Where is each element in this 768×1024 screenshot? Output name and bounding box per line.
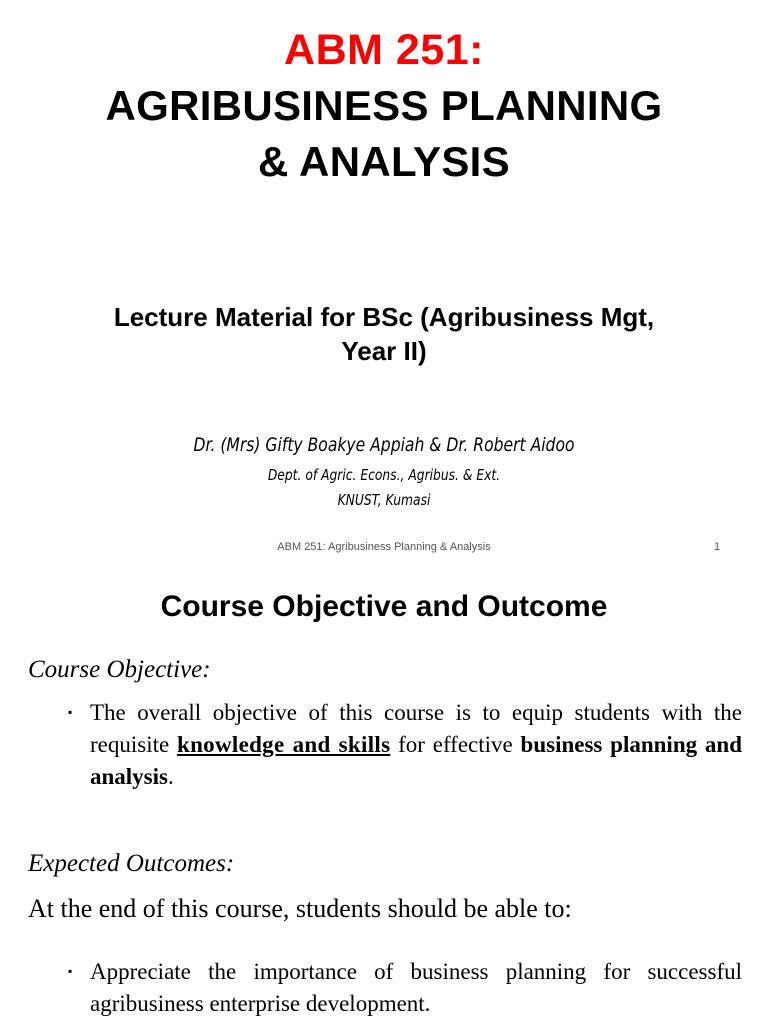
objective-text-part-1: The overall objective of this course is to equip students with the requisite <box>90 700 742 757</box>
lecture-subtitle <box>0 300 768 368</box>
course-title-line-2: & ANALYSIS <box>258 138 510 185</box>
slide-objective-outcome <box>0 566 768 1024</box>
objective-text-part-3: . <box>167 764 174 789</box>
square-bullet-icon: ▪ <box>68 964 73 978</box>
outcomes-intro: At the end of this course, students should be able to: <box>28 894 572 923</box>
course-title-line-1: AGRIBUSINESS PLANNING <box>105 82 663 129</box>
objective-emphasis-underlined: knowledge and skills <box>177 732 391 757</box>
authors: Dr. (Mrs) Gifty Boakye Appiah & Dr. Robert Aidoo <box>193 434 575 456</box>
slide-title: Course Objective and Outcome <box>160 590 608 623</box>
objective-bullet-text <box>90 697 742 793</box>
course-title <box>0 78 768 190</box>
subtitle-line-2: Year II) <box>341 336 427 366</box>
objective-emphasis-bold: business planning and analysis <box>90 732 742 789</box>
slide-footer: ABM 251: Agribusiness Planning & Analysis <box>277 541 491 553</box>
objective-heading: Course Objective: <box>28 656 211 683</box>
subtitle-line-1: Lecture Material for BSc (Agribusiness Mgt, <box>113 302 655 332</box>
outcomes-heading: Expected Outcomes: <box>28 850 235 877</box>
department: Dept. of Agric. Econs., Agribus. & Ext. <box>267 466 501 484</box>
outcome-bullet-text: Appreciate the importance of business planning for successful agribusiness enterprise development. <box>90 959 742 1016</box>
course-code-title: ABM 251: <box>284 26 484 74</box>
square-bullet-icon: ▪ <box>68 705 73 719</box>
institution: KNUST, Kumasi <box>337 491 431 509</box>
page-number: 1 <box>714 541 721 553</box>
objective-text-part-2: for effective <box>390 732 521 757</box>
